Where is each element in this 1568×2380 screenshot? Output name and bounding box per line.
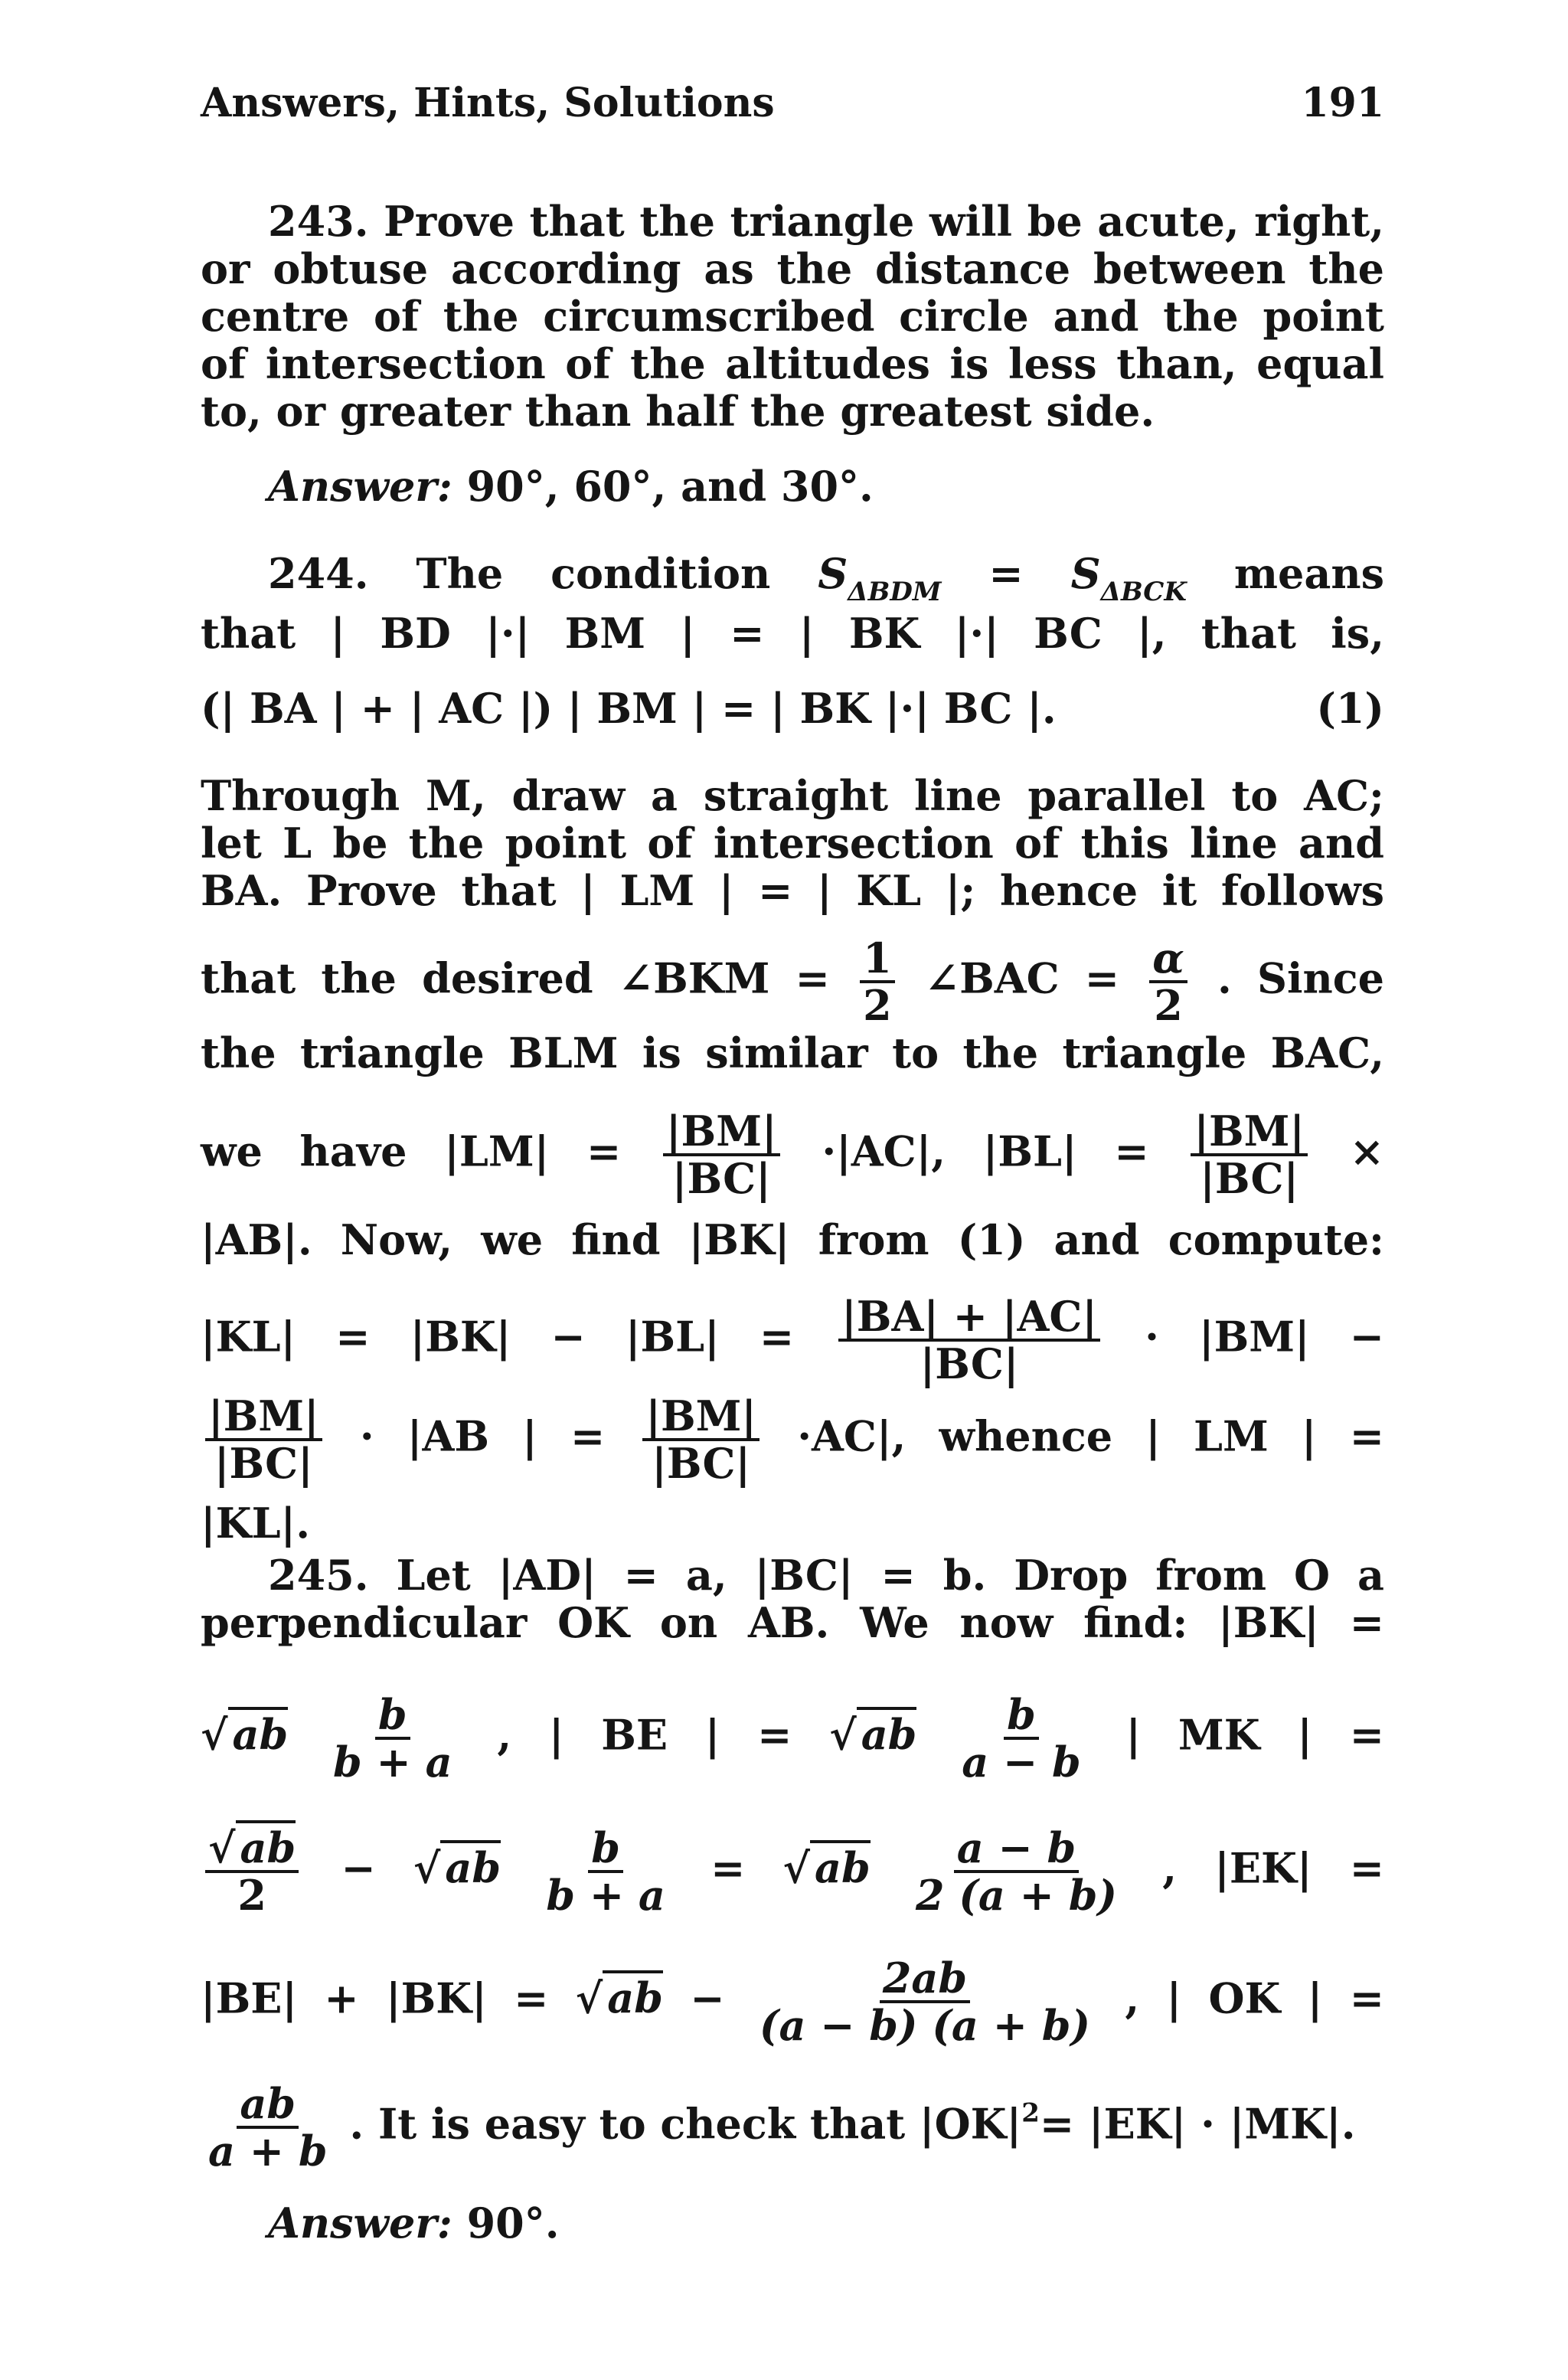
fraction	[1191, 1107, 1308, 1204]
denominator: 2	[237, 1871, 266, 1921]
p244-line-11	[201, 1294, 1384, 1387]
fraction	[913, 1823, 1120, 1921]
mk-text: | MK | =	[1125, 1710, 1384, 1760]
superscript: 2	[1021, 2097, 1040, 2129]
p244-line-12	[201, 1391, 1384, 1489]
p244-line-7	[201, 933, 1384, 1031]
denominator: (a − b) (a + b)	[759, 2001, 1091, 2051]
fraction	[205, 1823, 299, 1921]
sqrt: √ ab	[201, 1707, 288, 1759]
denominator: 2	[1154, 981, 1183, 1031]
p244-l1-end: means	[1186, 549, 1384, 598]
bm-text: · |BM| −	[1145, 1312, 1384, 1362]
p244-line-10: |AB|. Now, we find |BK| from (1) and compute:	[201, 1215, 1384, 1264]
p244-line-2: that | BD |·| BM | = | BK |·| BC |, that is,	[201, 609, 1384, 658]
numerator: a − b	[954, 1826, 1080, 1873]
answer-value: 90°.	[452, 2199, 560, 2248]
fraction	[642, 1391, 760, 1489]
radicand: ab	[810, 1840, 871, 1892]
p245-line-1: 245. Let |AD| = a, |BC| = b. Drop from O a	[268, 1551, 1384, 1600]
denominator: |BC|	[214, 1439, 313, 1489]
denominator: |BC|	[920, 1339, 1019, 1389]
numerator: b	[1004, 1692, 1039, 1740]
sqrt: √ ab	[783, 1840, 871, 1892]
be-text: , | BE | =	[497, 1710, 792, 1760]
numerator: ab	[237, 2081, 299, 2129]
fraction	[756, 1953, 1093, 2051]
radicand: ab	[440, 1840, 501, 1892]
ek-text: , |EK| =	[1162, 1843, 1385, 1893]
answer-label: Answer:	[268, 2199, 452, 2248]
answer-value: 90°, 60°, and 30°.	[452, 462, 874, 511]
p245-line-3	[201, 1692, 1384, 1785]
bl-text: ·|AC|, |BL| =	[822, 1126, 1149, 1176]
angle-text: ∠BAC =	[924, 953, 1120, 1003]
fraction	[860, 933, 895, 1031]
area-symbol: S	[818, 549, 848, 598]
denominator: b + a	[546, 1871, 665, 1921]
sqrt: √ ab	[576, 1970, 663, 2022]
p244-line-9	[201, 1107, 1384, 1204]
p244-line-8: the triangle BLM is similar to the triangle BAC,	[201, 1028, 1384, 1077]
ek-sum-text: |BE| + |BK| =	[201, 1973, 549, 2023]
p244-line-5: let L be the point of intersection of this line and	[201, 819, 1384, 868]
whence-text: ·AC|, whence | LM | =	[797, 1411, 1384, 1461]
p245-line-2: perpendicular OK on AB. We now find: |BK| =	[201, 1598, 1384, 1647]
numerator: |BA| + |AC|	[838, 1294, 1100, 1342]
check-text-end: = |EK| · |MK|.	[1039, 2099, 1356, 2149]
p245-answer	[268, 2199, 1384, 2248]
p243-line-3: centre of the circumscribed circle and the point	[201, 292, 1384, 341]
radicand: ab	[236, 1820, 296, 1872]
answer-label: Answer:	[268, 462, 452, 511]
sqrt: √ ab	[829, 1707, 916, 1759]
area-subscript: ΔBCK	[1100, 577, 1187, 607]
equals: =	[941, 549, 1071, 598]
check-text: . It is easy to check that |OK|	[349, 2099, 1022, 2149]
running-title: Answers, Hints, Solutions	[201, 80, 775, 126]
p244-equation-1	[201, 684, 1384, 733]
fraction	[330, 1692, 456, 1785]
denominator: |BC|	[652, 1439, 751, 1489]
kl-text: |KL| = |BK| − |BL| =	[201, 1312, 795, 1362]
numerator: b	[375, 1692, 410, 1740]
p244-l1-text: 244. The condition	[268, 549, 818, 598]
numerator: 1	[860, 936, 895, 983]
numerator: b	[588, 1826, 623, 1873]
radicand: ab	[857, 1707, 917, 1759]
denominator: a + b	[208, 2127, 328, 2176]
p243-answer	[268, 462, 1384, 511]
denominator: b + a	[333, 1738, 452, 1787]
numerator: |BM|	[642, 1394, 760, 1441]
area-subscript: ΔBDM	[848, 577, 942, 607]
radicand: ab	[603, 1970, 663, 2022]
equation-number: (1)	[1316, 684, 1384, 733]
p245-line-4	[201, 1823, 1385, 1921]
times-sign: ×	[1349, 1126, 1384, 1176]
fraction	[838, 1294, 1100, 1387]
p245-line-5	[201, 1953, 1384, 2051]
numerator: 2ab	[880, 1956, 970, 2003]
denominator: |BC|	[1200, 1154, 1299, 1204]
p243-line-5: to, or greater than half the greatest side.	[201, 387, 1155, 436]
numerator: |BM|	[1191, 1109, 1308, 1156]
sqrt: √ ab	[413, 1840, 501, 1892]
p244-line-4: Through M, draw a straight line parallel to AC;	[201, 771, 1384, 820]
p244-line-13: |KL|.	[201, 1499, 310, 1548]
fraction	[1149, 933, 1187, 1031]
denominator: 2	[863, 981, 892, 1031]
minus: −	[341, 1843, 376, 1893]
p243-line-2: or obtuse according as the distance between the	[201, 244, 1384, 293]
fraction	[205, 2081, 331, 2174]
angle-text: that the desired ∠BKM =	[201, 953, 830, 1003]
denominator: a − b	[962, 1738, 1081, 1787]
fraction	[959, 1692, 1084, 1785]
minus: −	[690, 1973, 725, 2023]
fraction	[205, 1391, 322, 1489]
p243-line-4: of intersection of the altitudes is less than, equal	[201, 339, 1384, 388]
equation-text: (| BA | + | AC |) | BM | = | BK |·| BC |.	[201, 684, 1057, 733]
denominator: 2 (a + b)	[915, 1871, 1118, 1921]
equals: =	[710, 1843, 746, 1893]
numerator: |BM|	[663, 1109, 780, 1156]
lm-text: we have |LM| =	[201, 1126, 622, 1176]
fraction	[663, 1107, 780, 1204]
radicand: ab	[228, 1707, 289, 1759]
numerator: |BM|	[205, 1394, 322, 1441]
denominator: |BC|	[671, 1154, 771, 1204]
ab-text: · |AB | =	[359, 1411, 606, 1461]
area-symbol: S	[1070, 549, 1101, 598]
p245-line-6	[201, 2081, 1384, 2174]
p244-line-1	[268, 549, 1384, 607]
numerator: √ ab	[205, 1826, 299, 1873]
p244-line-6: BA. Prove that | LM | = | KL |; hence it follows	[201, 866, 1384, 915]
page-header	[201, 80, 1384, 133]
ok-text: , | OK | =	[1125, 1973, 1384, 2023]
numerator: α	[1149, 936, 1187, 983]
since-text: . Since	[1217, 953, 1384, 1003]
fraction	[543, 1823, 668, 1921]
page-number: 191	[1301, 80, 1384, 126]
p243-line-1: 243. Prove that the triangle will be acute, right,	[268, 197, 1384, 246]
